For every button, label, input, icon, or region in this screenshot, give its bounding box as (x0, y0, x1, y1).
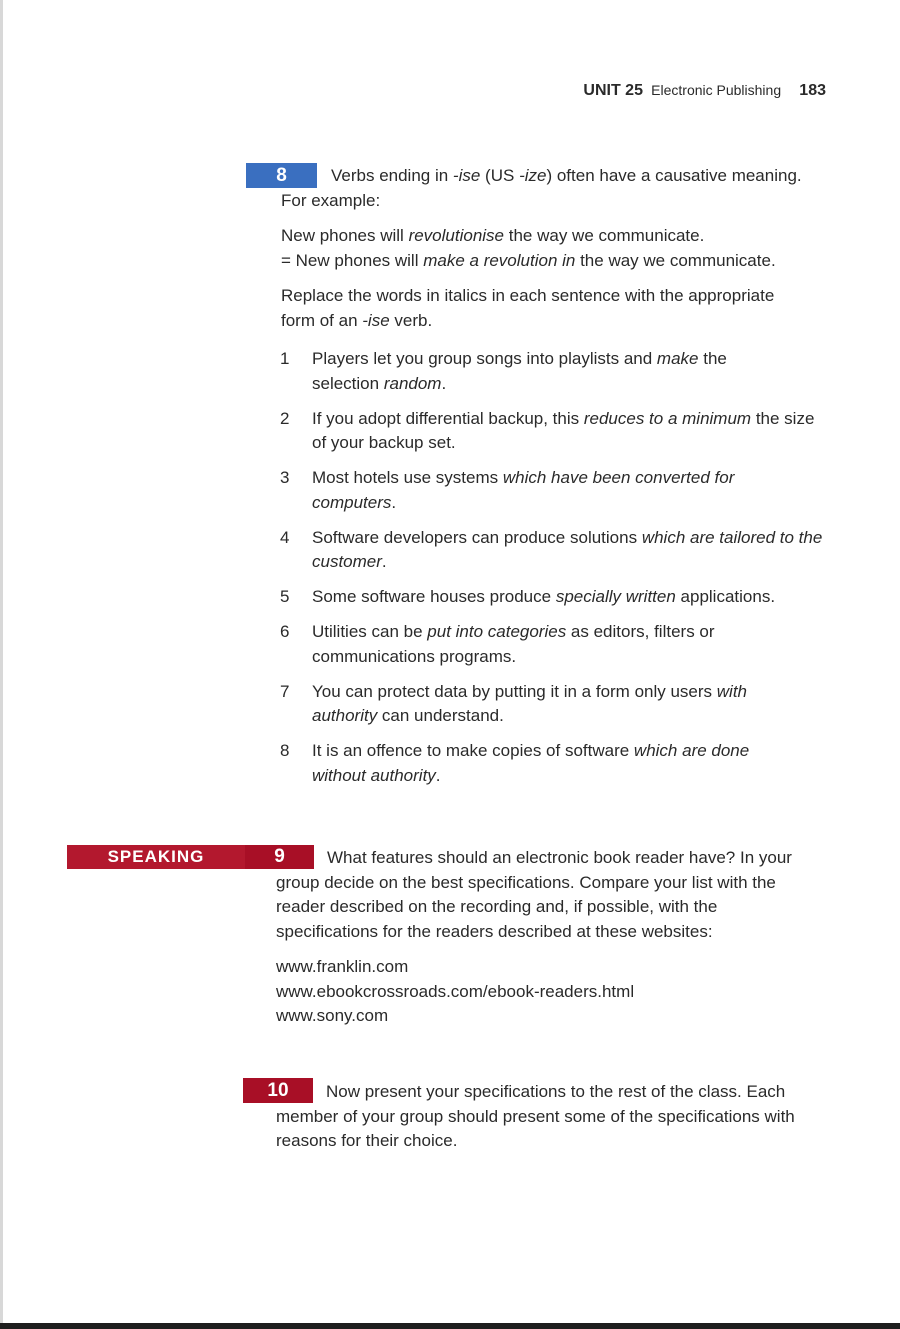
list-item: 6 Utilities can be put into categories as editors, filters or communications programs. (280, 622, 715, 666)
list-item: 2 If you adopt differential backup, this reduces to a minimum the size of your backup set. (280, 408, 815, 452)
exercise-9-badge: 9 (245, 845, 314, 869)
list-item: 4 Software developers can produce solutions which are tailored to the customer. (280, 527, 823, 571)
exercise-10-badge: 10 (243, 1078, 313, 1103)
exercise-8-body (281, 164, 826, 333)
list-item: 5 Some software houses produce specially written applications. (280, 587, 776, 606)
page-number: 183 (799, 82, 826, 99)
unit-title: Electronic Publishing (651, 82, 782, 98)
website-link[interactable]: www.franklin.com (276, 957, 409, 976)
speaking-section-label: SPEAKING (67, 845, 245, 869)
unit-label: UNIT 25 (583, 82, 643, 99)
running-header (583, 82, 826, 100)
exercise-9-text: What features should an electronic book reader have? In your group decide on the best specifications. Compare your list with the reader described on the recording and, if possible, with the specifications for the readers described at these websites: (276, 848, 792, 941)
list-item: 1 Players let you group songs into playlists and make the selection random. (280, 349, 727, 393)
website-link[interactable]: www.sony.com (276, 1006, 389, 1025)
list-item: 8 It is an offence to make copies of software which are done without authority. (280, 741, 750, 785)
list-item: 7 You can protect data by putting it in a form only users with authority can understand. (280, 681, 748, 725)
exercise-10-body (276, 1080, 821, 1154)
exercise-8-example: New phones will revolutionise the way we communicate. = New phones will make a revolution in the way we communicate. (281, 226, 776, 270)
exercise-8-list (280, 347, 825, 799)
website-link[interactable]: www.ebookcrossroads.com/ebook-readers.html (276, 981, 635, 1001)
exercise-9-body (276, 846, 821, 1029)
page-left-edge (0, 0, 3, 1329)
exercise-8-intro: Verbs ending in -ise (US -ize) often have a causative meaning. For example: (281, 166, 802, 210)
exercise-10-text: Now present your specifications to the rest of the class. Each member of your group should present some of the specifications with reasons for their choice. (276, 1082, 795, 1150)
exercise-8-instruction: Replace the words in italics in each sentence with the appropriate form of an -ise verb. (281, 286, 775, 330)
exercise-9-links (276, 955, 821, 1029)
exercise-8-badge: 8 (246, 163, 317, 188)
page-bottom-edge (0, 1323, 900, 1329)
list-item: 3 Most hotels use systems which have been converted for computers. (280, 468, 735, 512)
